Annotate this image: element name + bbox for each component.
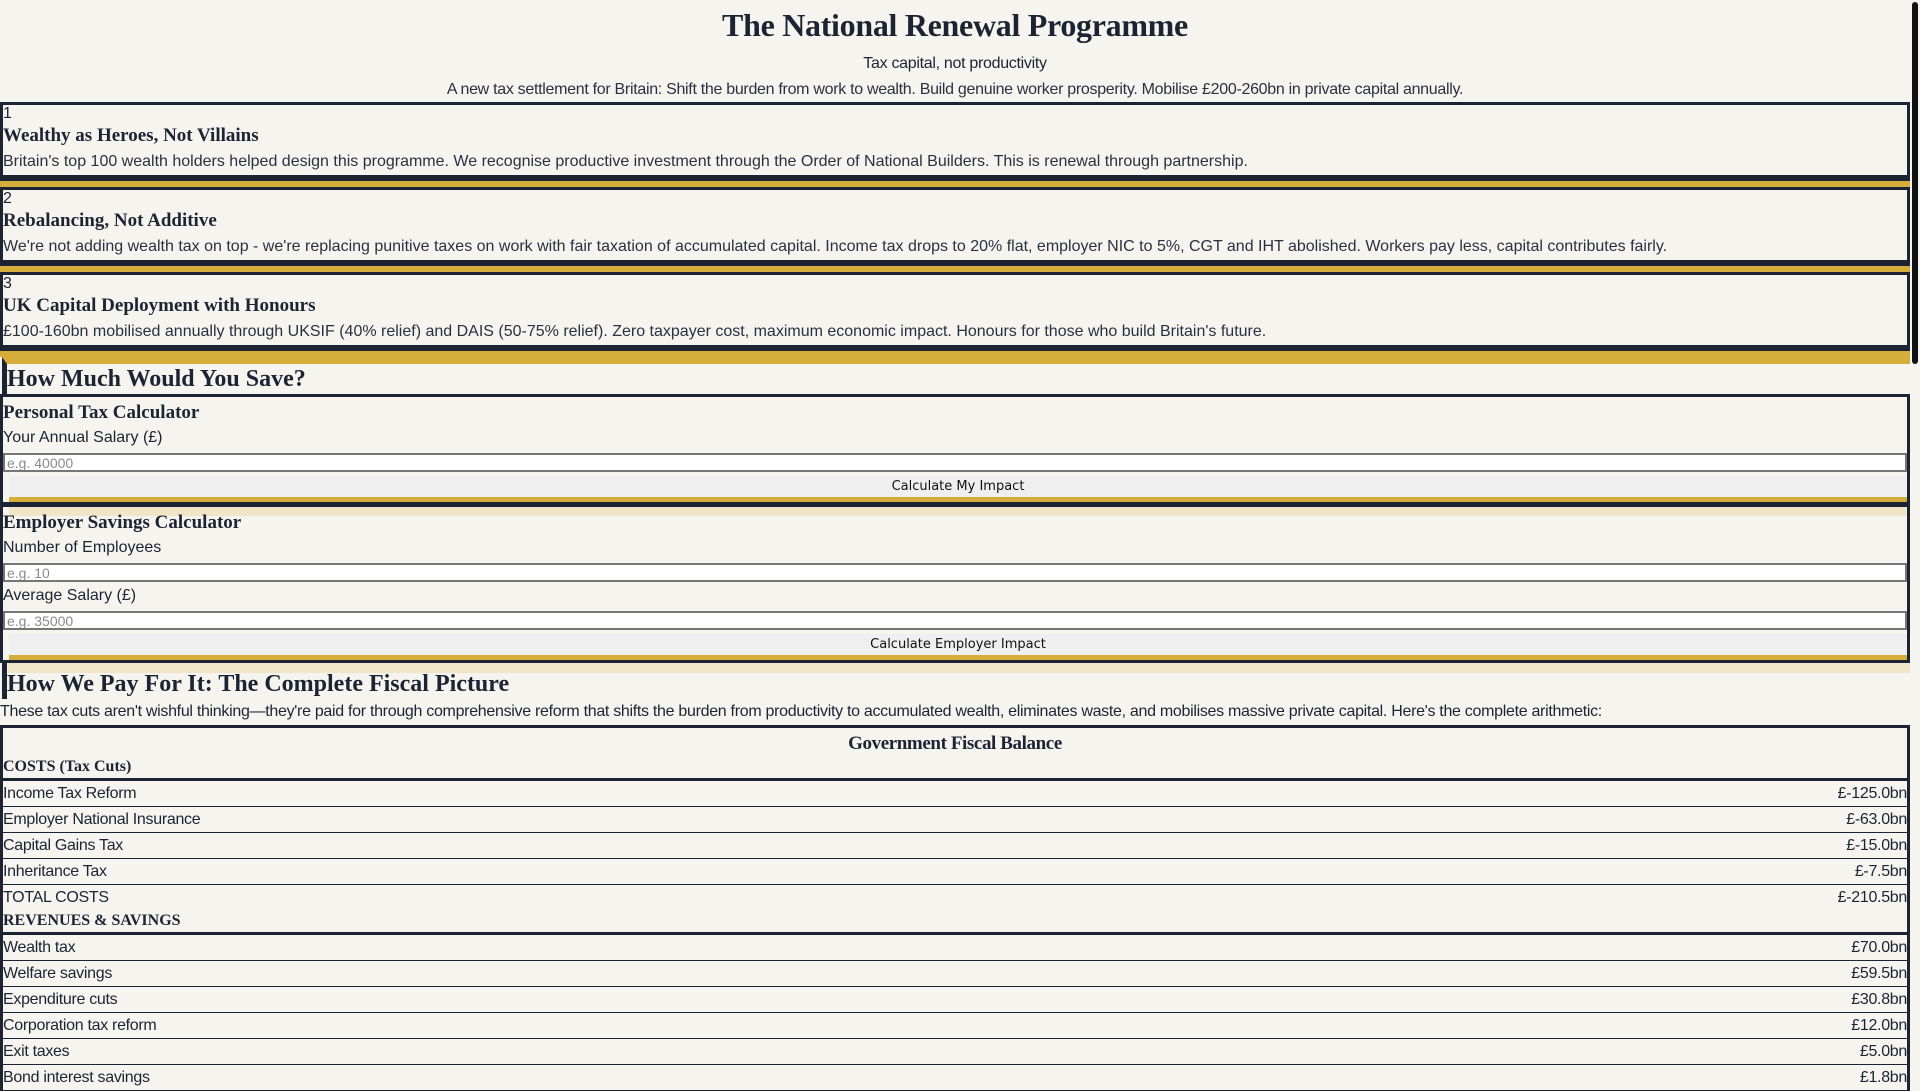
table-row xyxy=(3,781,1907,807)
hero-tagline: Tax capital, not productivity xyxy=(863,55,1047,72)
table-row xyxy=(3,987,1907,1013)
calculate-my-impact-button[interactable]: Calculate My Impact xyxy=(9,476,1907,502)
pillar-card-2 xyxy=(0,187,1910,266)
row-label: Inheritance Tax xyxy=(3,863,107,880)
row-value: £-210.5bn xyxy=(1837,889,1907,906)
row-label: Wealth tax xyxy=(3,939,76,956)
table-row xyxy=(3,935,1907,961)
table-row xyxy=(3,1013,1907,1039)
pillar-title: UK Capital Deployment with Honours xyxy=(3,295,316,316)
row-value: £-7.5bn xyxy=(1854,863,1907,880)
table-row xyxy=(3,859,1907,885)
table-row xyxy=(3,1039,1907,1065)
pillar-number: 2 xyxy=(3,190,12,207)
row-value: £5.0bn xyxy=(1859,1043,1907,1060)
pillar-number: 1 xyxy=(3,105,12,122)
pay-section-title: How We Pay For It: The Complete Fiscal Picture xyxy=(7,671,510,697)
savings-section-title: How Much Would You Save? xyxy=(7,366,306,392)
row-label: TOTAL COSTS xyxy=(3,889,109,906)
salary-label: Your Annual Salary (£) xyxy=(3,429,163,446)
employer-savings-calculator xyxy=(3,511,1907,660)
row-label: Bond interest savings xyxy=(3,1069,150,1086)
row-value: £59.5bn xyxy=(1851,965,1907,982)
row-label: Corporation tax reform xyxy=(3,1017,157,1034)
row-label: Welfare savings xyxy=(3,965,113,982)
employees-input[interactable] xyxy=(3,563,1907,582)
total-costs-row xyxy=(3,885,1907,910)
row-value: £30.8bn xyxy=(1851,991,1907,1008)
table-row xyxy=(3,807,1907,833)
fiscal-balance-table xyxy=(0,725,1910,1091)
personal-tax-calculator xyxy=(3,401,1907,502)
personal-calculator-title: Personal Tax Calculator xyxy=(3,402,200,423)
row-label: Employer National Insurance xyxy=(3,811,201,828)
page-title: The National Renewal Programme xyxy=(722,7,1188,43)
pillar-card-1 xyxy=(0,102,1910,181)
row-value: £-63.0bn xyxy=(1846,811,1907,828)
row-value: £12.0bn xyxy=(1851,1017,1907,1034)
row-value: £-15.0bn xyxy=(1846,837,1907,854)
pillar-text: £100-160bn mobilised annually through UKSIF (40% relief) and DAIS (50-75% relief). Zero taxpayer cost, maximum economic impact. Honours for those who build Britain's future. xyxy=(3,323,1267,340)
row-value: £70.0bn xyxy=(1851,939,1907,956)
pillar-text: We're not adding wealth tax on top - we're replacing punitive taxes on work with fair taxation of accumulated capital. Income tax drops to 20% flat, employer NIC to 5%, CGT and IHT abolished. Workers pay less, capital contributes fairly. xyxy=(3,238,1668,255)
employees-label: Number of Employees xyxy=(3,539,162,556)
page-scrollbar[interactable] xyxy=(1912,2,1918,364)
pillar-title: Rebalancing, Not Additive xyxy=(3,210,217,231)
salary-input[interactable] xyxy=(3,453,1907,472)
row-value: £-125.0bn xyxy=(1837,785,1907,802)
table-row xyxy=(3,1065,1907,1091)
calculate-employer-impact-button[interactable]: Calculate Employer Impact xyxy=(9,634,1907,660)
pillars-list xyxy=(0,102,1910,351)
table-row xyxy=(3,833,1907,859)
row-label: Exit taxes xyxy=(3,1043,70,1060)
pay-section-header xyxy=(2,663,1910,699)
row-label: Income Tax Reform xyxy=(3,785,137,802)
pillar-number: 3 xyxy=(3,275,12,292)
average-salary-label: Average Salary (£) xyxy=(3,587,137,604)
pay-section-intro: These tax cuts aren't wishful thinking—they're paid for through comprehensive reform that shifts the burden from productivity to accumulated wealth, eliminates waste, and mobilises massive private capital. Here's the complete arithmetic: xyxy=(0,703,1602,720)
costs-heading: COSTS (Tax Cuts) xyxy=(3,756,1907,781)
fiscal-table-title: Government Fiscal Balance xyxy=(848,733,1062,754)
savings-section-header xyxy=(2,357,1910,394)
hero-header xyxy=(0,0,1910,100)
pillar-text: Britain's top 100 wealth holders helped design this programme. We recognise productive investment through the Order of National Builders. This is renewal through partnership. xyxy=(3,153,1248,170)
row-value: £1.8bn xyxy=(1859,1069,1907,1086)
revenues-heading: REVENUES & SAVINGS xyxy=(3,910,1907,935)
pillar-card-3 xyxy=(0,272,1910,351)
calculators xyxy=(0,394,1910,663)
hero-description: A new tax settlement for Britain: Shift the burden from work to wealth. Build genuine worker prosperity. Mobilise £200-260bn in private capital annually. xyxy=(446,81,1464,98)
employer-calculator-title: Employer Savings Calculator xyxy=(3,512,242,533)
average-salary-input[interactable] xyxy=(3,611,1907,630)
row-label: Capital Gains Tax xyxy=(3,837,124,854)
row-label: Expenditure cuts xyxy=(3,991,118,1008)
table-row xyxy=(3,961,1907,987)
pillar-title: Wealthy as Heroes, Not Villains xyxy=(3,125,259,146)
